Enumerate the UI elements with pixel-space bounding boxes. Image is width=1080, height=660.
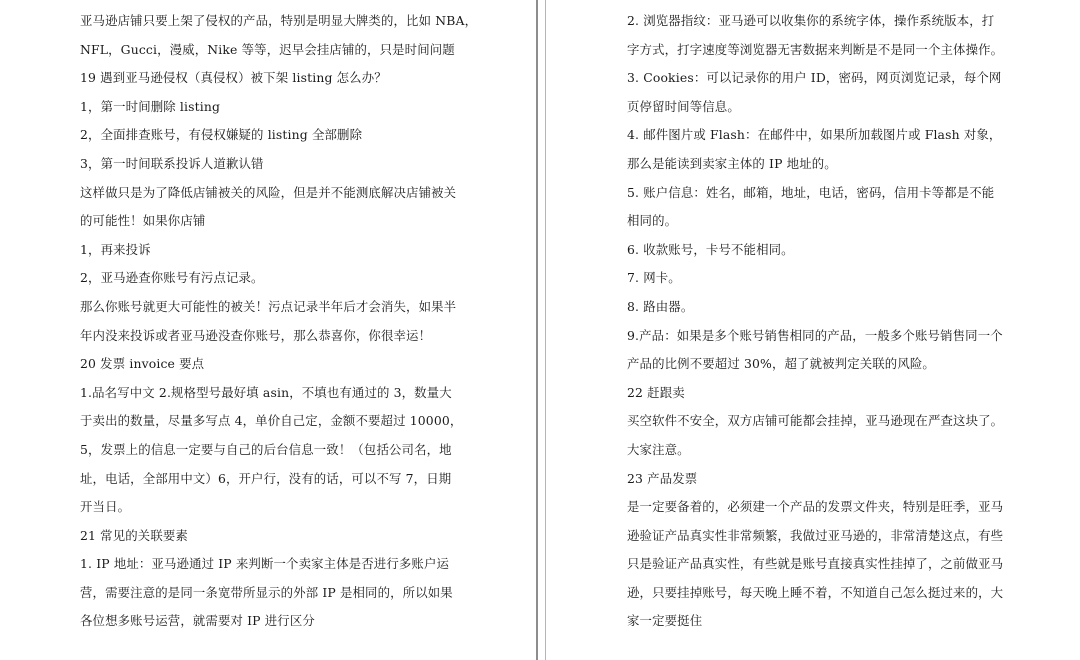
text-line: 开当日。 bbox=[80, 499, 131, 515]
text-line: 5. 账户信息：姓名，邮箱，地址，电话，密码，信用卡等都是不能 bbox=[627, 184, 995, 200]
text-line: 9.产品：如果是多个账号销售相同的产品，一般多个账号销售同一个 bbox=[627, 327, 1003, 343]
text-line: 字方式，打字速度等浏览器无害数据来判断是不是同一个主体操作。 bbox=[627, 41, 1004, 57]
text-line: 1.品名写中文 2.规格型号最好填 asin，不填也有通过的 3，数量大 bbox=[80, 384, 452, 400]
text-line: NFL，Gucci，漫威，Nike 等等，迟早会挂店铺的，只是时间问题 bbox=[80, 41, 455, 57]
text-line: 3. Cookies：可以记录你的用户 ID，密码，网页浏览记录，每个网 bbox=[627, 70, 1002, 86]
section-heading: 21 常见的关联要素 bbox=[80, 527, 188, 543]
right-page bbox=[546, 0, 1080, 660]
text-line: 页停留时间等信息。 bbox=[627, 98, 740, 114]
text-line: 这样做只是为了降低店铺被关的风险，但是并不能测底解决店铺被关 bbox=[80, 184, 457, 200]
text-line: 是一定要备着的，必须建一个产品的发票文件夹，特别是旺季，亚马 bbox=[627, 499, 1004, 515]
text-line: 买空软件不安全，双方店铺可能都会挂掉，亚马逊现在严查这块了。 bbox=[627, 413, 1004, 429]
text-line: 逊，只要挂掉账号，每天晚上睡不着，不知道自己怎么挺过来的，大 bbox=[627, 584, 1004, 600]
text-line: 大家注意。 bbox=[627, 441, 690, 457]
text-line: 4. 邮件图片或 Flash：在邮件中，如果所加载图片或 Flash 对象， bbox=[627, 127, 1002, 143]
text-line: 7. 网卡。 bbox=[627, 270, 681, 286]
text-line: 8. 路由器。 bbox=[627, 298, 694, 314]
text-line: 的可能性！如果你店铺 bbox=[80, 213, 206, 229]
page-divider bbox=[536, 0, 546, 660]
text-line: 3，第一时间联系投诉人道歉认错 bbox=[80, 155, 264, 171]
text-line: 2，全面排查账号，有侵权嫌疑的 listing 全部删除 bbox=[80, 127, 363, 143]
text-line: 各位想多账号运营，就需要对 IP 进行区分 bbox=[80, 613, 315, 629]
text-line: 营，需要注意的是同一条宽带所显示的外部 IP 是相同的，所以如果 bbox=[80, 584, 453, 600]
text-line: 址，电话，全部用中文）6，开户行，没有的话，可以不写 7，日期 bbox=[80, 470, 452, 486]
section-heading: 23 产品发票 bbox=[627, 470, 698, 486]
text-line: 1. IP 地址：亚马逊通过 IP 来判断一个卖家主体是否进行多账户运 bbox=[80, 556, 450, 572]
text-line: 于卖出的数量，尽量多写点 4，单价自己定，金额不要超过 10000， bbox=[80, 413, 463, 429]
text-line: 2，亚马逊查你账号有污点记录。 bbox=[80, 270, 264, 286]
section-heading: 19 遇到亚马逊侵权（真侵权）被下架 listing 怎么办？ bbox=[80, 70, 387, 86]
text-line: 年内没来投诉或者亚马逊没查你账号，那么恭喜你，你很幸运！ bbox=[80, 327, 432, 343]
left-page bbox=[0, 0, 536, 660]
text-line: 5，发票上的信息一定要与自己的后台信息一致！（包括公司名，地 bbox=[80, 441, 452, 457]
text-line: 那么你账号就更大可能性的被关！污点记录半年后才会消失，如果半 bbox=[80, 298, 457, 314]
text-line: 1，再来投诉 bbox=[80, 241, 151, 257]
text-line: 2. 浏览器指纹：亚马逊可以收集你的系统字体，操作系统版本，打 bbox=[627, 13, 995, 28]
text-line: 亚马逊店铺只要上架了侵权的产品，特别是明显大牌类的，比如 NBA， bbox=[80, 13, 478, 28]
text-line: 那么是能读到卖家主体的 IP 地址的。 bbox=[627, 155, 837, 171]
text-line: 相同的。 bbox=[627, 213, 678, 229]
text-line: 家一定要挺住 bbox=[627, 613, 703, 629]
text-line: 产品的比例不要超过 30%，超了就被判定关联的风险。 bbox=[627, 356, 935, 372]
text-line: 6. 收款账号，卡号不能相同。 bbox=[627, 241, 794, 257]
text-line: 逊验证产品真实性非常频繁，我做过亚马逊的，非常清楚这点，有些 bbox=[627, 527, 1004, 543]
text-line: 只是验证产品真实性，有些就是账号直接真实性挂掉了，之前做亚马 bbox=[627, 556, 1004, 572]
section-heading: 22 赶跟卖 bbox=[627, 384, 685, 400]
text-line: 1，第一时间删除 listing bbox=[80, 98, 221, 114]
section-heading: 20 发票 invoice 要点 bbox=[80, 356, 205, 372]
